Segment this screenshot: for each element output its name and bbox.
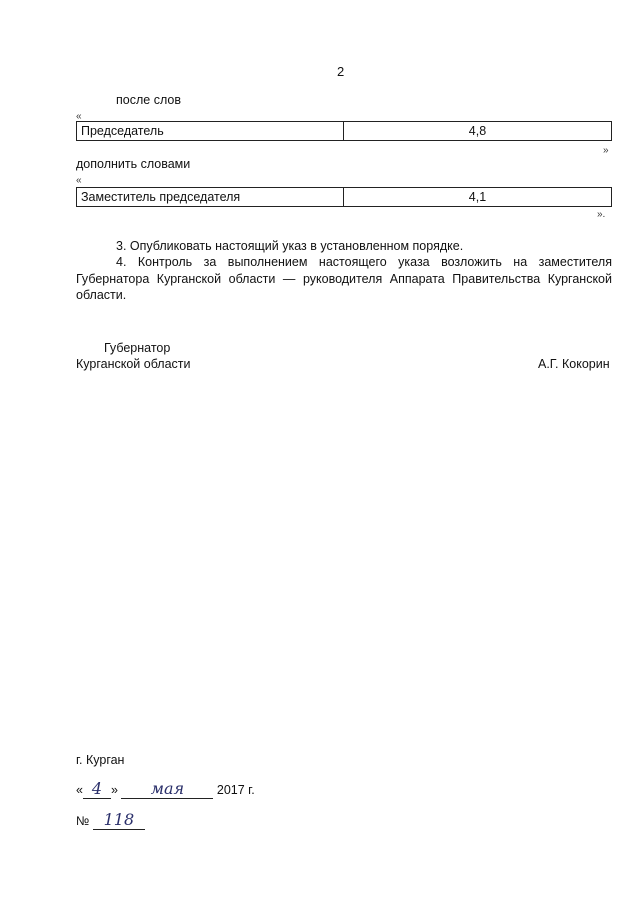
date-month: мая <box>121 779 213 799</box>
table-cell-value: 4,8 <box>344 122 612 141</box>
item-4-text: 4. Контроль за выполнением настоящего указа возложить на заместителя Губернатора Курганской области — руководителя Аппарата Правительства Курганской области. <box>76 255 612 302</box>
date-open-quote: « <box>76 783 83 797</box>
date-close-quote: » <box>110 783 118 797</box>
signatory-name: А.Г. Кокорин <box>538 357 610 371</box>
item-3-text: 3. Опубликовать настоящий указ в установленном порядке. <box>116 239 464 253</box>
place-city: г. Курган <box>76 753 125 767</box>
document-number-line <box>76 810 145 830</box>
item-3-paragraph <box>76 238 612 255</box>
table-row <box>77 188 612 207</box>
date-year: 2017 г. <box>216 783 255 797</box>
table-row <box>77 122 612 141</box>
open-quote-2: « <box>76 175 82 186</box>
table-cell-label: Заместитель председателя <box>77 188 344 207</box>
number-prefix: № <box>76 814 90 828</box>
date-day: 4 <box>83 779 111 799</box>
item-4-paragraph <box>76 254 612 304</box>
table-cell-value: 4,1 <box>344 188 612 207</box>
open-quote-1: « <box>76 111 82 122</box>
close-quote-2: ». <box>597 209 606 220</box>
table-deputy-chairman <box>76 187 612 207</box>
table-chairman <box>76 121 612 141</box>
signature-position-line2: Курганской области <box>76 357 191 371</box>
table-cell-label: Председатель <box>77 122 344 141</box>
date-line <box>76 779 255 799</box>
page-number: 2 <box>337 64 345 79</box>
document-number: 118 <box>93 810 145 830</box>
close-quote-1: » <box>603 145 609 156</box>
intro-after-words: после слов <box>116 93 181 107</box>
signature-position-line1: Губернатор <box>104 341 171 355</box>
intro-add-words: дополнить словами <box>76 157 191 171</box>
